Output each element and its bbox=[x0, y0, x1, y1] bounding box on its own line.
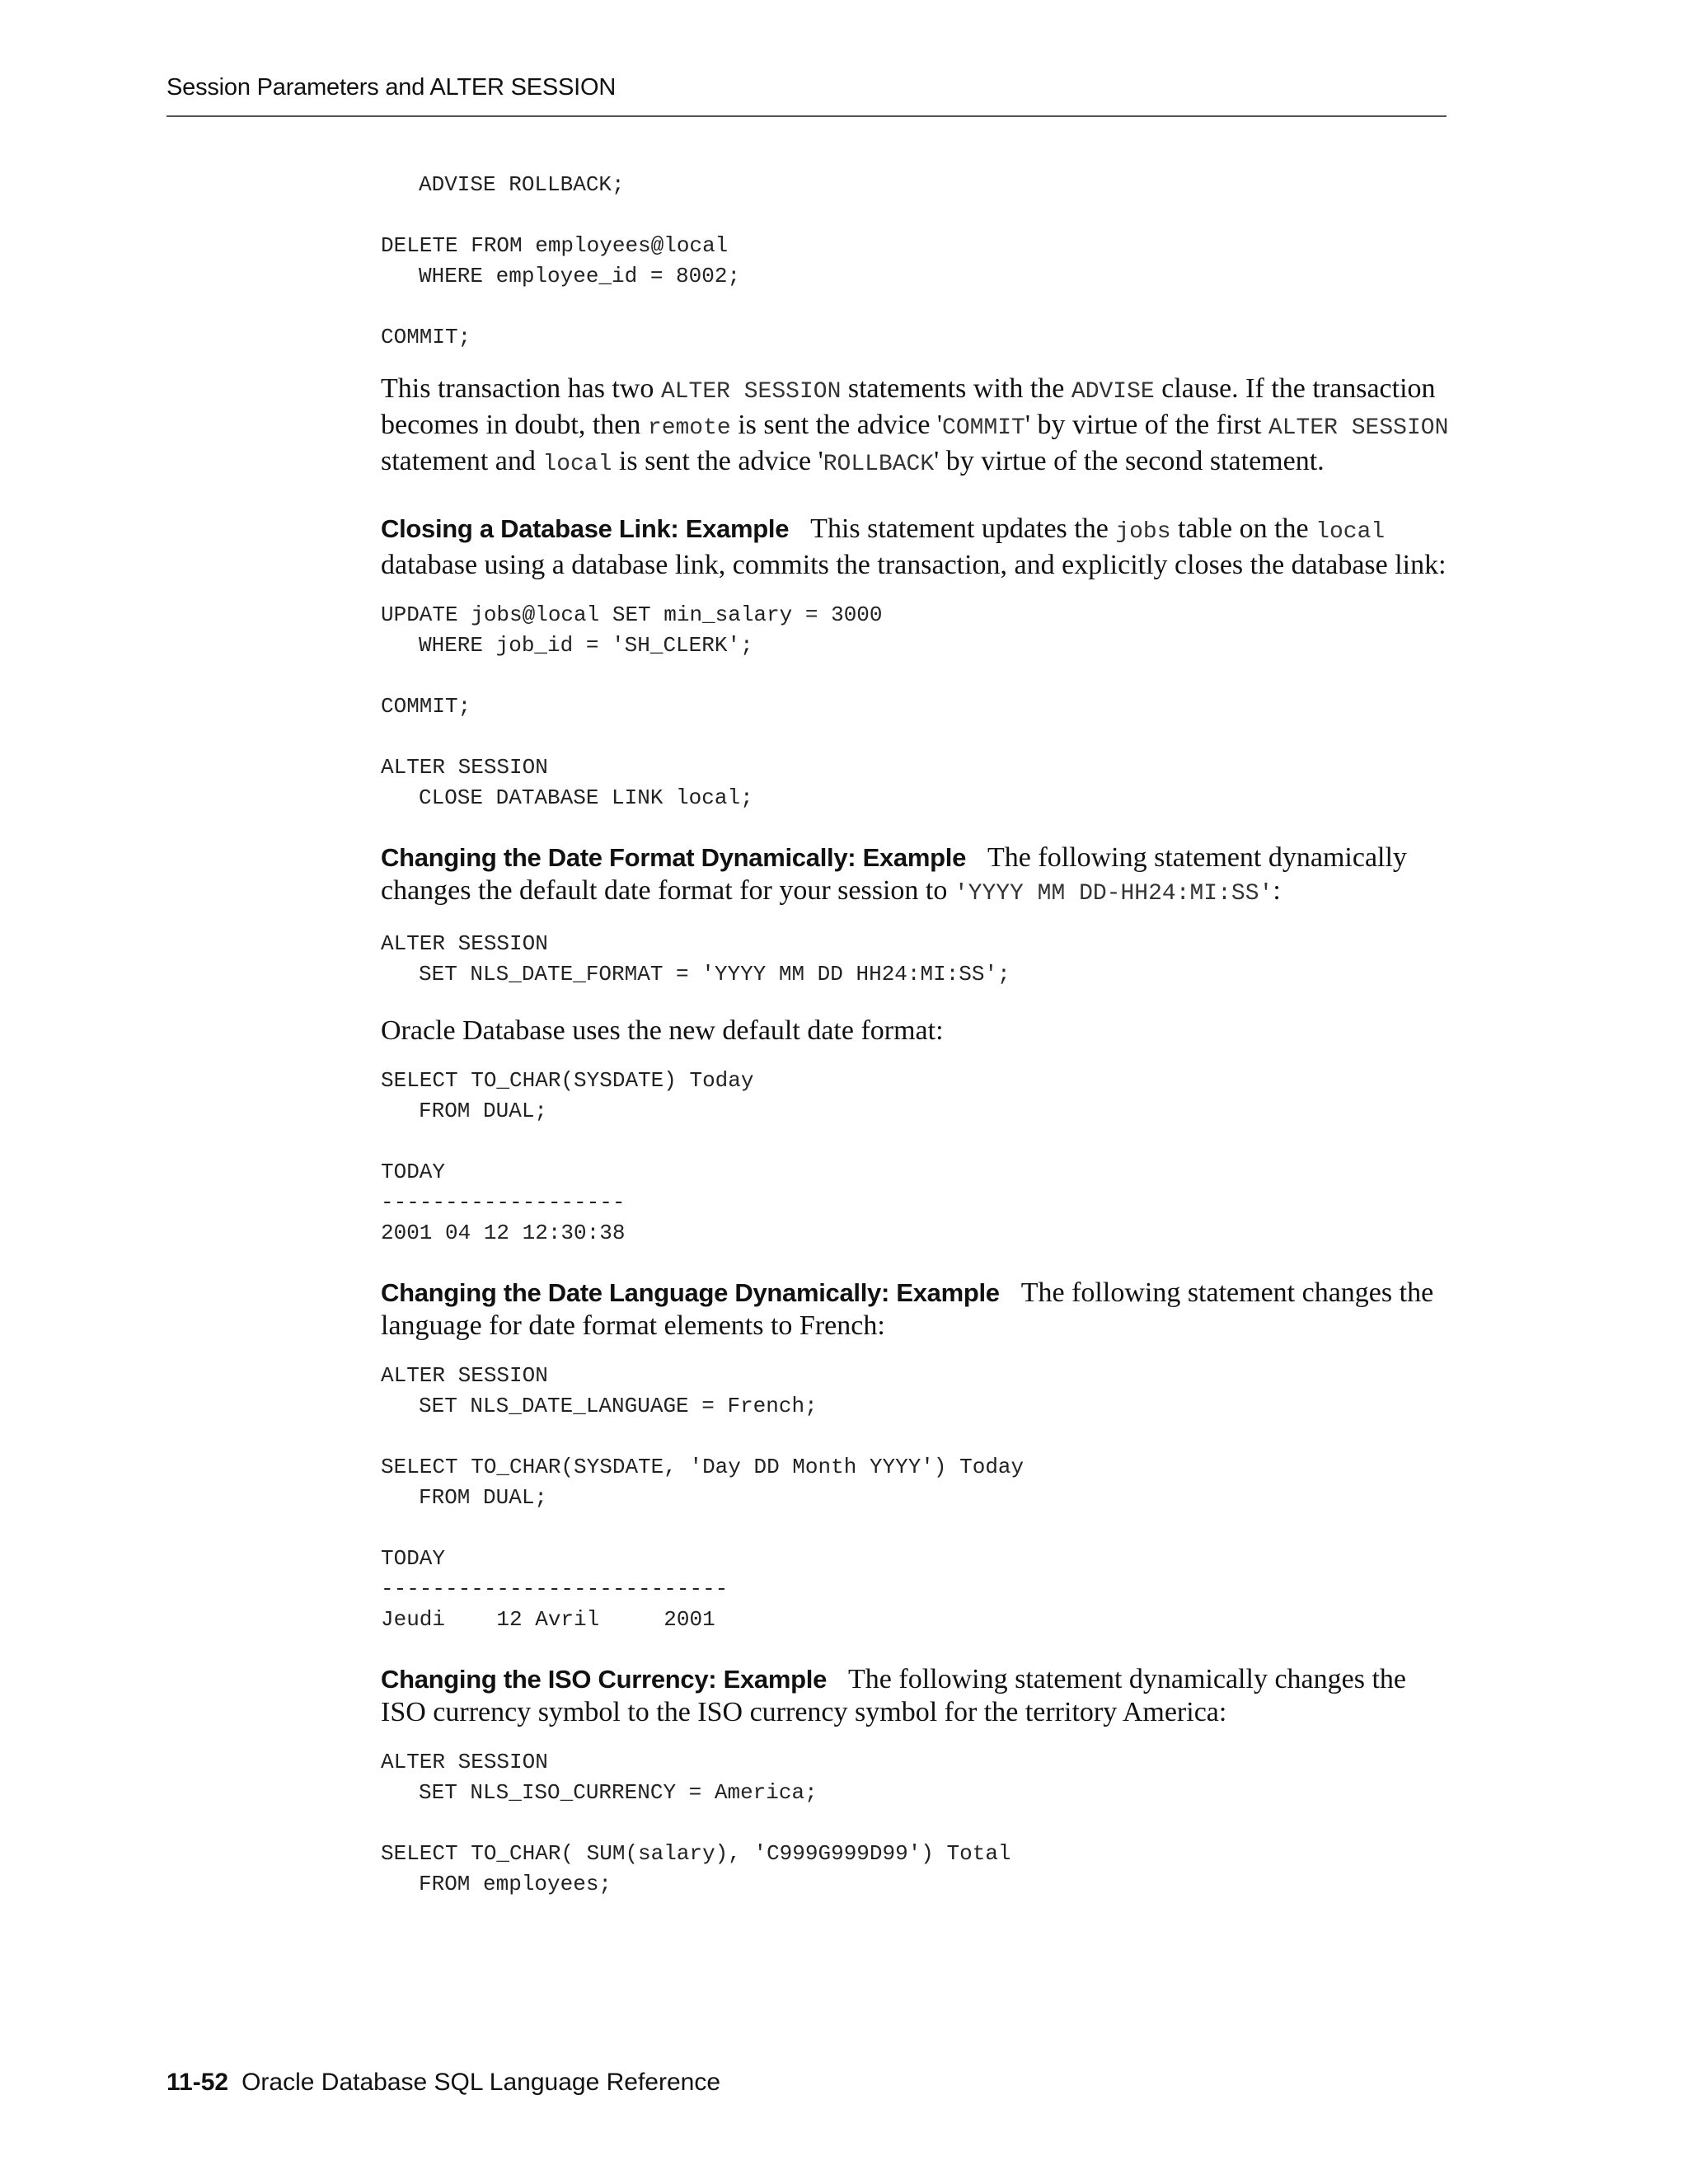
code-line: 2001 04 12 12:30:38 bbox=[381, 1221, 626, 1245]
code-line: SET NLS_ISO_CURRENCY = America; bbox=[419, 1780, 818, 1805]
code-block-close-link bbox=[381, 600, 1452, 813]
code-line: UPDATE jobs@local SET min_salary = 3000 bbox=[381, 602, 883, 627]
code-line: --------------------------- bbox=[381, 1577, 729, 1601]
inline-code: remote bbox=[647, 415, 731, 441]
inline-code: ALTER SESSION bbox=[660, 379, 842, 405]
code-block-advise bbox=[381, 170, 1452, 353]
code-line: WHERE employee_id = 8002; bbox=[419, 264, 741, 288]
code-line: SELECT TO_CHAR(SYSDATE, 'Day DD Month YYYY') Today bbox=[381, 1455, 1025, 1479]
code-line: FROM DUAL; bbox=[419, 1485, 548, 1510]
code-block-date-language bbox=[381, 1361, 1452, 1635]
inline-code: local bbox=[542, 452, 612, 477]
paragraph-new-format: Oracle Database uses the new default date format: bbox=[381, 1015, 944, 1046]
code-line: DELETE FROM employees@local bbox=[381, 233, 729, 258]
paragraph-closing-db-link: Closing a Database Link: Example This statement updates the jobs table on the local database using a database link, commits the transaction, and explicitly closes the database link: bbox=[381, 513, 1447, 580]
paragraph-advise-explanation: This transaction has two ALTER SESSION statements with the ADVISE clause. If the transaction becomes in doubt, then remote is sent the advice 'COMMIT' by virtue of the first ALTER SESSION statement and local is sent the advice 'ROLLBACK' by virtue of the second statement. bbox=[381, 373, 1449, 477]
code-line: Jeudi 12 Avril 2001 bbox=[381, 1607, 715, 1632]
inline-code: ROLLBACK bbox=[823, 452, 935, 477]
header-rule bbox=[166, 115, 1447, 117]
code-line: ALTER SESSION bbox=[381, 931, 548, 956]
page-body bbox=[381, 170, 1452, 1900]
code-line: ------------------- bbox=[381, 1190, 626, 1215]
code-line: FROM employees; bbox=[419, 1872, 612, 1896]
example-heading: Changing the Date Format Dynamically: Example bbox=[381, 843, 967, 872]
code-line: COMMIT; bbox=[381, 694, 471, 719]
inline-code: ADVISE bbox=[1071, 379, 1155, 405]
inline-code: COMMIT bbox=[942, 415, 1025, 441]
inline-code: jobs bbox=[1115, 519, 1171, 545]
code-block-iso-currency bbox=[381, 1747, 1452, 1900]
code-line: TODAY bbox=[381, 1160, 446, 1184]
code-line: SET NLS_DATE_LANGUAGE = French; bbox=[419, 1394, 818, 1418]
inline-code: local bbox=[1315, 519, 1386, 545]
code-line: ALTER SESSION bbox=[381, 1750, 548, 1774]
code-line: FROM DUAL; bbox=[419, 1099, 548, 1123]
paragraph-date-format: Changing the Date Format Dynamically: Example The following statement dynamically changes the default date format for your session to 'YYYY MM DD-HH24:MI:SS': bbox=[381, 842, 1407, 907]
page-number: 11-52 bbox=[166, 2069, 229, 2096]
book-title: Oracle Database SQL Language Reference bbox=[241, 2069, 721, 2096]
code-line: ALTER SESSION bbox=[381, 755, 548, 780]
code-line: SELECT TO_CHAR( SUM(salary), 'C999G999D99') Total bbox=[381, 1841, 1011, 1866]
inline-code: ALTER SESSION bbox=[1268, 415, 1449, 441]
example-heading: Changing the ISO Currency: Example bbox=[381, 1665, 828, 1694]
paragraph-iso-currency: Changing the ISO Currency: Example The following statement dynamically changes the ISO currency symbol to the ISO currency symbol for the territory America: bbox=[381, 1664, 1406, 1727]
code-line: ADVISE ROLLBACK; bbox=[419, 172, 625, 197]
code-line: WHERE job_id = 'SH_CLERK'; bbox=[419, 633, 753, 658]
code-block-select-today bbox=[381, 1066, 1452, 1249]
code-line: ALTER SESSION bbox=[381, 1363, 548, 1388]
code-line: CLOSE DATABASE LINK local; bbox=[419, 785, 753, 810]
example-heading: Changing the Date Language Dynamically: Example bbox=[381, 1278, 1000, 1307]
paragraph-date-language: Changing the Date Language Dynamically: Example The following statement changes the language for date format elements to French: bbox=[381, 1277, 1434, 1341]
running-header: Session Parameters and ALTER SESSION bbox=[166, 74, 617, 101]
inline-code: 'YYYY MM DD-HH24:MI:SS' bbox=[954, 881, 1273, 907]
code-block-date-format bbox=[381, 929, 1452, 990]
code-line: COMMIT; bbox=[381, 325, 471, 349]
example-heading: Closing a Database Link: Example bbox=[381, 514, 790, 543]
code-line: SELECT TO_CHAR(SYSDATE) Today bbox=[381, 1068, 754, 1093]
code-line: TODAY bbox=[381, 1546, 446, 1571]
page-footer bbox=[166, 2069, 720, 2097]
code-line: SET NLS_DATE_FORMAT = 'YYYY MM DD HH24:MI:SS'; bbox=[419, 962, 1010, 987]
